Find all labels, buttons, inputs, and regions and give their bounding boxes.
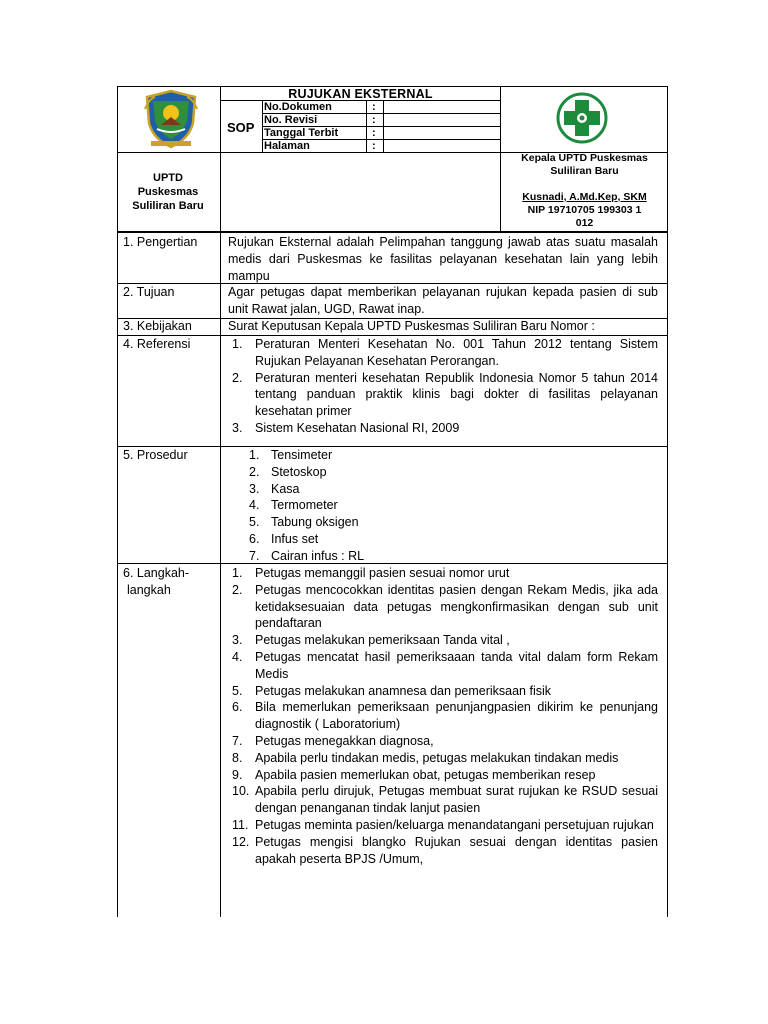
head-signature-block xyxy=(502,152,667,230)
list-item: 6. Bila memerlukan pemeriksaan penunjangpasien dikirim ke penunjang diagnostik ( Laboratorium) xyxy=(232,700,658,732)
list-item: 3. Sistem Kesehatan Nasional RI, 2009 xyxy=(232,420,460,435)
content-kebijakan: Surat Keputusan Kepala UPTD Puskesmas Suliliran Baru Nomor : xyxy=(228,319,595,333)
list-item: 2. Stetoskop xyxy=(249,464,327,479)
doc-field-colon: : xyxy=(372,101,376,113)
org-line-3: Suliliran Baru xyxy=(132,200,204,212)
label-pengertian: 1. Pengertian xyxy=(123,235,198,249)
label-langkah xyxy=(123,565,189,598)
sop-label: SOP xyxy=(227,120,255,135)
list-item: 1. Peraturan Menteri Kesehatan No. 001 Tahun 2012 tentang Sistem Rujukan Pelayanan Kesehatan Perorangan. xyxy=(232,337,658,368)
list-item: 5. Tabung oksigen xyxy=(249,515,359,530)
list-item: 7. Cairan infus : RL xyxy=(249,548,365,563)
content-langkah xyxy=(228,565,658,867)
list-item: 12. Petugas mengisi blangko Rujukan sesuai dengan identitas pasien apakah peserta BPJS /Umum, xyxy=(232,834,658,866)
doc-field-label-tanggal-terbit: Tanggal Terbit xyxy=(264,127,339,139)
doc-field-label-nodokumen: No.Dokumen xyxy=(264,101,332,113)
document-title: RUJUKAN EKSTERNAL xyxy=(288,87,433,101)
org-line-2: Puskesmas xyxy=(137,186,199,198)
doc-field-colon: : xyxy=(372,127,376,139)
doc-field-colon: : xyxy=(372,114,376,126)
list-item: 8. Apabila perlu tindakan medis, petugas melakukan tindakan medis xyxy=(232,750,619,765)
list-item: 3. Kasa xyxy=(249,481,300,496)
doc-field-colon: : xyxy=(372,140,376,152)
list-item: 3. Petugas melakukan pemeriksaan Tanda vital , xyxy=(232,633,510,648)
label-referensi: 4. Referensi xyxy=(123,337,191,351)
list-item: 11. Petugas meminta pasien/keluarga menandatangani persetujuan rujukan xyxy=(232,817,654,832)
list-item: 9. Apabila pasien memerlukan obat, petugas memberikan resep xyxy=(232,767,596,782)
org-line-1: UPTD xyxy=(153,172,183,184)
regional-emblem-logo xyxy=(143,89,199,149)
head-name: Kusnadi, A.Md.Kep, SKM xyxy=(522,191,647,203)
header-divider-right xyxy=(500,86,501,232)
head-nip-line-2: 012 xyxy=(575,217,594,229)
label-tujuan: 2. Tujuan xyxy=(123,285,175,299)
content-pengertian: Rujukan Eksternal adalah Pelimpahan tanggung jawab atas suatu masalah medis dari Puskesmas ke fasilitas pelayanan kesehatan lain yang lebih mampu xyxy=(228,235,658,283)
list-item: 5. Petugas melakukan anamnesa dan pemeriksaan fisik xyxy=(232,683,552,698)
doc-field-label-halaman: Halaman xyxy=(264,140,310,152)
list-item: 4. Petugas mencatat hasil pemeriksaaan tanda vital dalam form Rekam Medis xyxy=(232,649,658,681)
head-nip-line-1: NIP 19710705 199303 1 xyxy=(527,204,642,216)
label-langkah-line-2: langkah xyxy=(127,582,171,597)
header-divider-left xyxy=(220,86,221,232)
list-item: 6. Infus set xyxy=(249,531,319,546)
body-top-line xyxy=(117,232,668,233)
list-item: 2. Petugas mencocokkan identitas pasien dengan Rekam Medis, jika ada ketidaksesuaian data petugas mengkonfirmasikan dengan sub unit pendaftaran xyxy=(232,582,658,631)
label-prosedur: 5. Prosedur xyxy=(123,448,188,462)
organization-name xyxy=(118,171,218,213)
doc-field-label-norevisi: No. Revisi xyxy=(264,114,318,126)
list-item: 7. Petugas menegakkan diagnosa, xyxy=(232,733,434,748)
content-referensi xyxy=(228,336,658,437)
head-title-line-1: Kepala UPTD Puskesmas xyxy=(521,152,648,164)
list-item: 1. Petugas memanggil pasien sesuai nomor urut xyxy=(232,566,510,580)
puskesmas-logo xyxy=(556,92,608,144)
list-item: 10. Apabila perlu dirujuk, Petugas membuat surat rujukan ke RSUD sesuai dengan penanganan tindak lanjut pasien xyxy=(232,784,658,816)
label-langkah-line-1: 6. Langkah- xyxy=(123,566,190,580)
content-tujuan: Agar petugas dapat memberikan pelayanan rujukan kepada pasien di sub unit Rawat jalan, UGD, Rawat inap. xyxy=(228,285,658,316)
head-title-line-2: Suliliran Baru xyxy=(550,165,619,177)
list-item: 1. Tensimeter xyxy=(249,448,333,462)
content-prosedur xyxy=(228,447,658,565)
label-kebijakan: 3. Kebijakan xyxy=(123,319,192,333)
list-item: 2. Peraturan menteri kesehatan Republik Indonesia Nomor 5 tahun 2014 tentang panduan praktik klinis bagi dokter di fasilitas pelayanan kesehatan primer xyxy=(232,370,658,419)
list-item: 4. Termometer xyxy=(249,498,338,513)
